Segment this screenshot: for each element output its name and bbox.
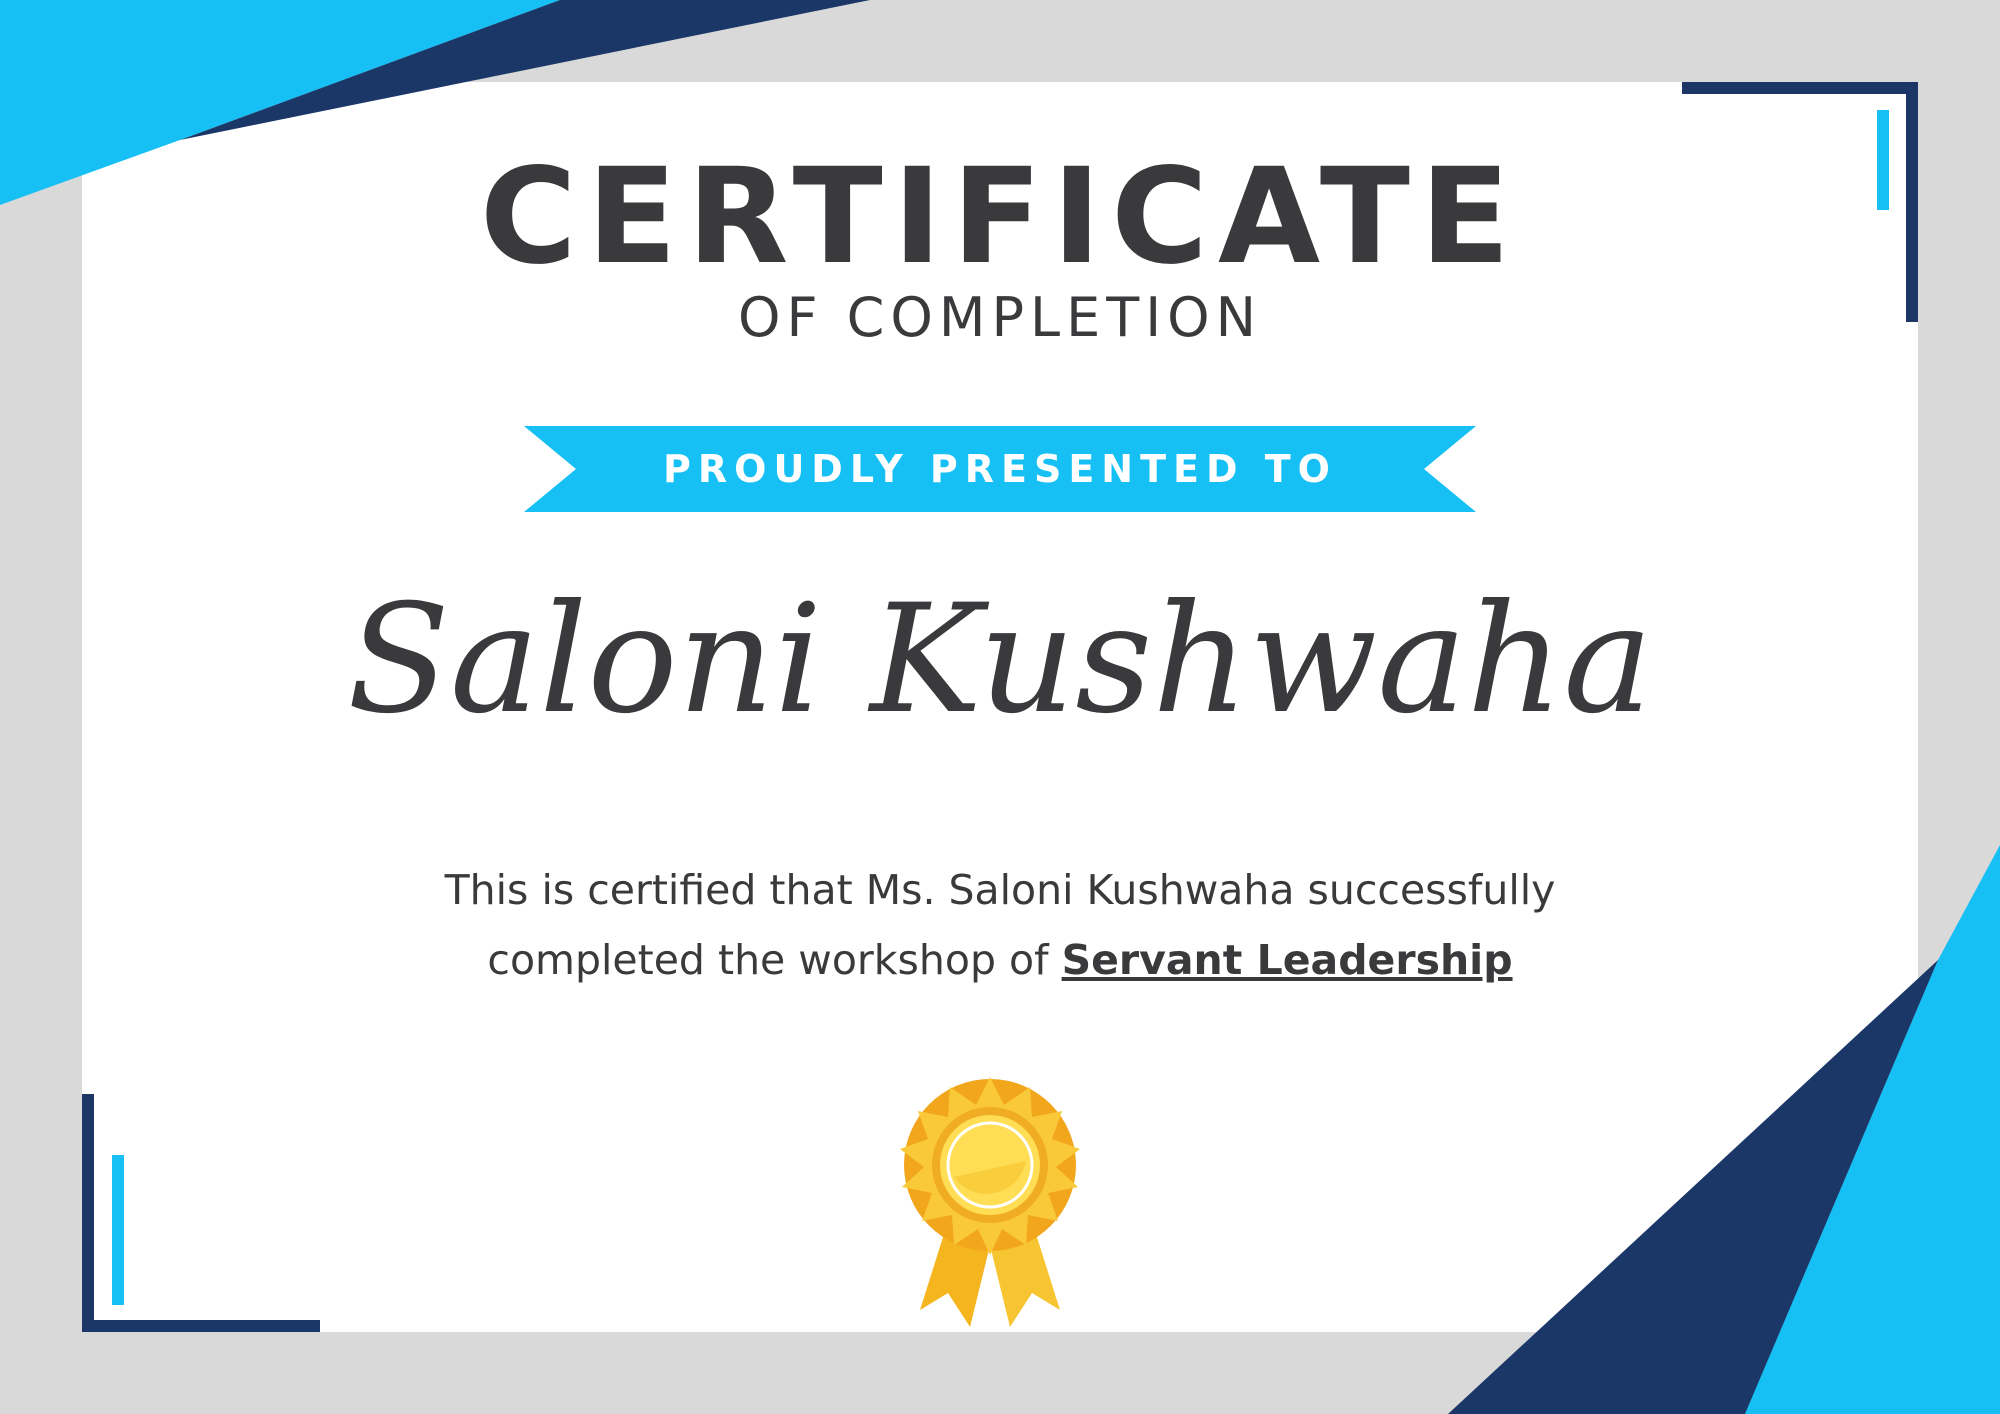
presented-label: PROUDLY PRESENTED TO — [663, 447, 1337, 491]
award-rosette-icon — [880, 1065, 1100, 1345]
bottom-left-accent-bar — [112, 1155, 124, 1305]
statement-line-2 — [250, 925, 1750, 995]
course-name: Servant Leadership — [1061, 936, 1513, 984]
certificate-statement — [250, 855, 1750, 995]
statement-line-2-text: completed the workshop of — [487, 936, 1049, 984]
statement-line-1: This is certified that Ms. Saloni Kushwaha successfully — [444, 866, 1556, 914]
certificate-subtitle: OF COMPLETION — [737, 286, 1263, 349]
certificate-title: CERTIFICATE — [479, 140, 1521, 294]
recipient-name: Saloni Kushwaha — [347, 573, 1653, 747]
